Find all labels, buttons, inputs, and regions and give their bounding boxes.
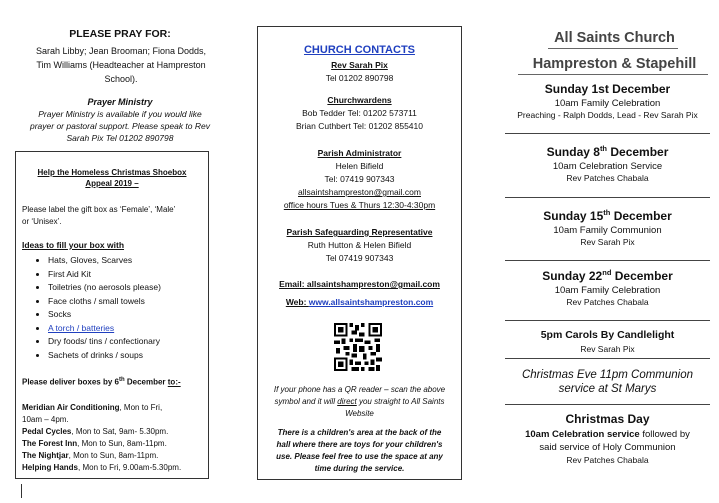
admin-title: Parish Administrator [317,148,402,158]
service-day [505,144,710,159]
ideas-item-torch [48,322,161,336]
rev-name: Rev Sarah Pix [331,60,388,70]
service-block-dec-8 [505,144,710,183]
web-label: Web: [285,297,309,307]
ideas-item: • Dry foods/ tins / confectionary [48,335,161,349]
heading-underline [548,48,678,49]
dropoff-hours: , Mon to Sat, 9am- 5.30pm. [71,427,169,436]
service-block-christmas-eve [505,369,710,395]
ideas-item: • Socks [48,308,161,322]
pray-names-line: Sarah Libby; Jean Brooman; Fiona Dodds, [35,46,207,56]
service-day: Christmas Day [565,412,650,426]
service-leader: Rev Sarah Pix [580,237,635,247]
dropoff-hours: 10am – 4pm. [22,415,69,424]
shoebox-appeal-box [15,151,209,479]
service-line: 10am Celebration Service [552,161,663,172]
warden-contact: Bob Tedder Tel: 01202 573711 [302,108,417,118]
deliver-mid: December [124,377,168,387]
service-line-rest: followed by [639,429,690,440]
prayer-ministry-line: prayer or pastoral support. Please speak to Rev [29,121,210,131]
service-block-dec-22 [505,268,710,307]
section-divider [505,404,710,405]
service-line: 10am Family Celebration [554,98,661,109]
shoebox-label-line: Please label the gift box as ‘Female’, ‘Male’ [22,205,176,214]
warden-contact: Brian Cuthbert Tel: 01202 855410 [296,121,423,131]
section-divider [505,260,710,261]
ideas-list [20,254,161,362]
dropoff-name: Pedal Cycles [22,427,72,436]
service-day: Sunday 1st December [544,82,671,96]
service-day-text: December [610,209,672,223]
safeguarding-title: Parish Safeguarding Representative [286,227,433,237]
dropoff-item [22,414,206,426]
qr-text-line [258,396,461,408]
service-block-dec-1 [505,82,710,120]
service-line: 5pm Carols By Candlelight [540,329,675,341]
dropoff-hours: , Mon to Fri, 9.00am-5.30pm. [78,463,182,472]
web-line [258,296,461,308]
service-day-text: Sunday 22 [542,269,603,283]
section-divider [505,358,710,359]
service-leader: Preaching - Ralph Dodds, Lead - Rev Sarah Pix [517,110,698,120]
contacts-title: CHURCH CONTACTS [303,44,415,56]
dropoff-list [22,402,206,474]
deliver-instructions [22,377,181,387]
service-block-carols [505,329,710,354]
deliver-pre: Please deliver boxes by 6 [22,377,119,387]
deliver-to: to:- [167,377,181,387]
church-name-heading: All Saints Church [554,30,675,46]
qr-text-part: symbol and it will [274,397,338,406]
admin-hours: office hours Tues & Thurs 12:30-4:30pm [283,200,436,210]
prayer-ministry-title: Prayer Ministry [87,97,153,107]
dropoff-item [22,450,206,462]
service-leader: Rev Patches Chabala [566,455,649,465]
service-day-sup: nd [602,268,612,277]
deliver-sup: th [118,377,125,383]
service-block-christmas-day [505,412,710,465]
shoebox-title-line: Appeal 2019 – [85,179,139,188]
torch-link[interactable]: A torch / batteries [48,322,115,333]
web-link[interactable]: www.allsaintshampreston.com [308,297,434,307]
rev-tel: Tel 01202 890798 [325,73,394,83]
pray-names-line: School). [104,74,138,84]
ideas-item: • Face cloths / small towels [48,295,161,309]
heading-underline [518,74,708,75]
section-divider [505,133,710,134]
service-leader: Rev Sarah Pix [580,344,635,354]
service-day-sup: th [603,208,611,217]
shoebox-label-line: or ‘Unisex’. [22,217,62,226]
service-day [505,208,710,223]
ideas-item: • Sachets of drinks / soups [48,349,161,363]
wardens-title: Churchwardens [327,95,392,105]
dropoff-name: Helping Hands [22,463,79,472]
service-leader: Rev Patches Chabala [566,297,649,307]
service-day-text: Sunday 8 [546,145,600,159]
prayer-ministry-line: Prayer Ministry is available if you would like [38,109,202,119]
email-line[interactable]: Email: allsaintshampreston@gmail.com [279,279,440,289]
kids-area-line: time during the service. [314,464,405,473]
qr-text-line: Website [345,409,374,418]
service-line: service at St Marys [558,383,657,395]
parish-place-heading: Hampreston & Stapehill [532,56,697,72]
service-day [505,268,710,283]
service-line-bold: 10am Celebration service [525,429,640,440]
service-day-text: December [607,145,669,159]
kids-area-line: hall where there are toys for your children's [276,440,443,449]
pray-names [8,44,234,86]
shoebox-title [20,167,204,189]
ideas-item: • First Aid Kit [48,268,161,282]
pray-title: PLEASE PRAY FOR: [69,28,171,40]
shoebox-label-instructions [22,204,204,228]
service-leader: Rev Patches Chabala [566,173,649,183]
prayer-ministry-text [10,108,230,144]
dropoff-item [22,402,206,414]
safeguarding-names: Ruth Hutton & Helen Bifield [307,240,412,250]
dropoff-item [22,426,206,438]
service-line: said service of Holy Communion [539,442,676,453]
text-cursor-mark [21,484,22,498]
service-day-text: December [611,269,673,283]
qr-text-part: you straight to All Saints [356,397,445,406]
dropoff-hours: , Mon to Sun, 8am-11pm. [68,451,159,460]
service-day-sup: th [599,144,608,153]
service-day-text: Sunday 15 [543,209,604,223]
church-contacts-box [257,26,462,480]
service-line: 10am Family Celebration [554,285,661,296]
dropoff-name: The Forest Inn [22,439,78,448]
qr-text-direct: direct [337,397,357,406]
qr-code-icon[interactable] [334,323,382,371]
dropoff-name: The Nightjar [22,451,69,460]
service-block-dec-15 [505,208,710,247]
section-divider [505,320,710,321]
service-line [505,429,710,440]
safeguarding-tel: Tel 07419 907343 [325,253,394,263]
admin-name: Helen Bifield [335,161,384,171]
admin-tel: Tel: 07419 907343 [324,174,395,184]
ideas-item: • Hats, Gloves, Scarves [48,254,161,268]
dropoff-name: Meridian Air Conditioning [22,403,120,412]
ideas-item: • Toiletries (no aerosols please) [48,281,161,295]
dropoff-item [22,462,206,474]
kids-area-line: use. Please feel free to use the space at any [276,452,443,461]
kids-area-line: There is a children's area at the back of the [277,428,442,437]
pray-names-line: Tim Williams (Headteacher at Hampreston [36,60,206,70]
qr-text-line: If your phone has a QR reader – scan the above [273,385,446,394]
dropoff-hours: , Mon to Sun, 8am-11pm. [77,439,167,448]
dropoff-hours: , Mon to Fri, [119,403,163,412]
section-divider [505,197,710,198]
shoebox-title-line: Help the Homeless Christmas Shoebox [37,168,187,177]
admin-email[interactable]: allsaintshampreston@gmail.com [298,187,421,197]
service-line: 10am Family Communion [553,225,662,236]
ideas-title: Ideas to fill your box with [22,240,125,250]
prayer-ministry-line: Sarah Pix Tel 01202 890798 [66,133,174,143]
service-line: Christmas Eve 11pm Communion [521,369,694,381]
dropoff-item [22,438,206,450]
